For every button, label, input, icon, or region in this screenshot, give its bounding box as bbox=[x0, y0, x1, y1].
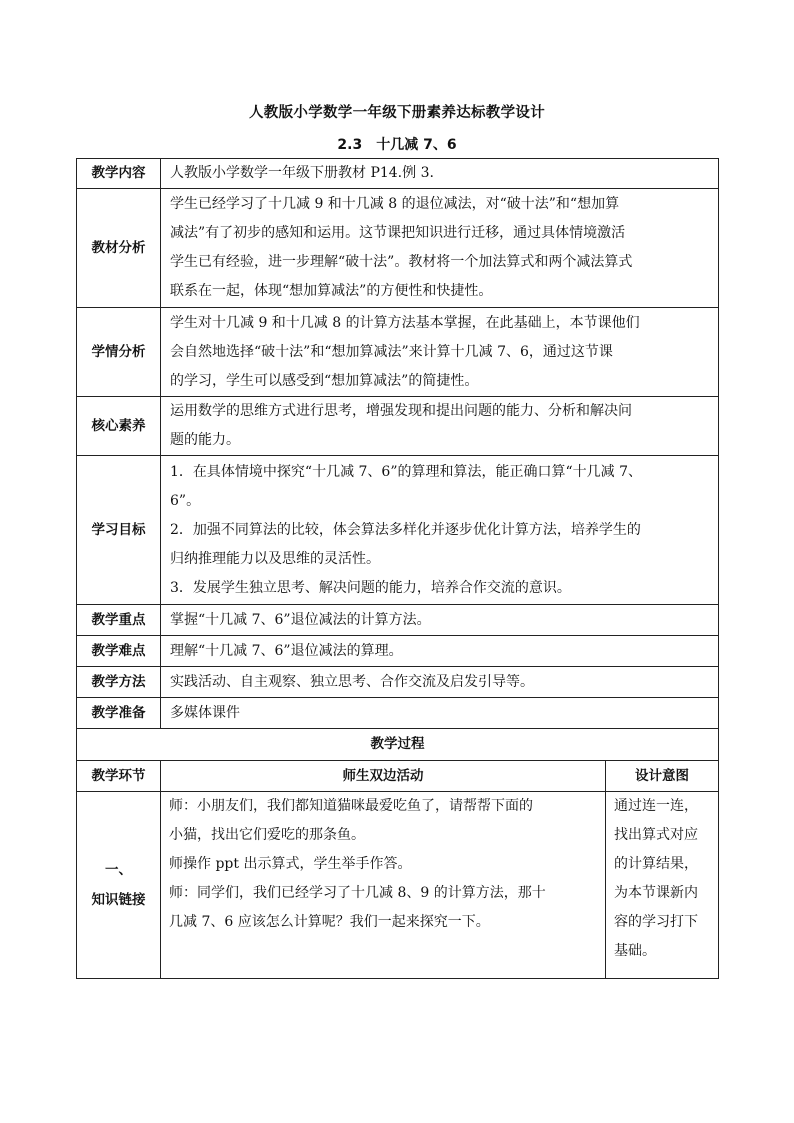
row-process-columns bbox=[77, 761, 719, 792]
text-line: 师：小朋友们，我们都知道猫咪最爱吃鱼了，请帮帮下面的 bbox=[169, 798, 533, 814]
row-key-point bbox=[77, 605, 719, 636]
text-line: 容的学习打下 bbox=[614, 914, 698, 930]
text-line: 1．在具体情境中探究“十几减 7、6”的算理和算法，能正确口算“十几减 7、 bbox=[170, 463, 642, 480]
text-line: 2．加强不同算法的比较，体会算法多样化并逐步优化计算方法，培养学生的 bbox=[170, 521, 641, 538]
document-title: 人教版小学数学一年级下册素养达标教学设计 bbox=[249, 105, 545, 121]
label-core-literacy: 核心素养 bbox=[77, 397, 161, 456]
column-header-intent: 设计意图 bbox=[606, 761, 719, 792]
column-header-activity: 师生双边活动 bbox=[161, 761, 606, 792]
text-line: 的计算结果， bbox=[614, 856, 698, 872]
row-learning-goals bbox=[77, 456, 719, 605]
text-line: 师：同学们，我们已经学习了十几减 8、9 的计算方法，那十 bbox=[169, 885, 546, 901]
row-preparation bbox=[77, 698, 719, 729]
lesson-plan-table bbox=[76, 158, 719, 979]
step-intent bbox=[606, 792, 719, 979]
row-student-analysis bbox=[77, 308, 719, 397]
text-line: 的学习，学生可以感受到“想加算减法”的简捷性。 bbox=[170, 372, 479, 389]
row-core-literacy bbox=[77, 397, 719, 456]
value-key-point: 掌握“十几减 7、6”退位减法的计算方法。 bbox=[161, 605, 719, 636]
label-material-analysis: 教材分析 bbox=[77, 189, 161, 308]
text-line: 找出算式对应 bbox=[614, 827, 698, 843]
text-line: 通过连一连， bbox=[614, 798, 698, 814]
text-line: 为本节课新内 bbox=[614, 885, 698, 901]
process-heading: 教学过程 bbox=[77, 729, 719, 761]
lesson-title: 2.3 十几减 7、6 bbox=[337, 137, 457, 153]
step-label-cell bbox=[77, 792, 161, 979]
label-teaching-content: 教学内容 bbox=[77, 159, 161, 189]
text-line: 减法”有了初步的感知和运用。这节课把知识进行迁移，通过具体情境激活 bbox=[170, 225, 626, 241]
value-student-analysis bbox=[161, 308, 719, 397]
text-line: 运用数学的思维方式进行思考，增强发现和提出问题的能力、分析和解决问 bbox=[170, 403, 632, 419]
value-preparation: 多媒体课件 bbox=[161, 698, 719, 729]
value-difficulty: 理解“十几减 7、6”退位减法的算理。 bbox=[161, 636, 719, 667]
text-line: 小猫，找出它们爱吃的那条鱼。 bbox=[169, 827, 365, 843]
text-line: 会自然地选择“破十法”和“想加算减法”来计算十几减 7、6，通过这节课 bbox=[170, 343, 613, 360]
row-teaching-content bbox=[77, 159, 719, 189]
label-difficulty: 教学难点 bbox=[77, 636, 161, 667]
text-line: 联系在一起，体现“想加算减法”的方便性和快捷性。 bbox=[170, 283, 493, 299]
row-method bbox=[77, 667, 719, 698]
text-line: 学生已有经验，进一步理解“破十法”。教材将一个加法算式和两个减法算式 bbox=[170, 254, 633, 270]
row-difficulty bbox=[77, 636, 719, 667]
label-student-analysis: 学情分析 bbox=[77, 308, 161, 397]
label-preparation: 教学准备 bbox=[77, 698, 161, 729]
text-line: 基础。 bbox=[614, 943, 656, 959]
value-core-literacy bbox=[161, 397, 719, 456]
label-learning-goals: 学习目标 bbox=[77, 456, 161, 605]
value-material-analysis bbox=[161, 189, 719, 308]
text-line: 学生已经学习了十几减 9 和十几减 8 的退位减法，对“破十法”和“想加算 bbox=[170, 196, 620, 212]
value-learning-goals bbox=[161, 456, 719, 605]
step-name: 知识链接 bbox=[91, 892, 146, 908]
label-key-point: 教学重点 bbox=[77, 605, 161, 636]
column-header-stage: 教学环节 bbox=[77, 761, 161, 792]
row-material-analysis bbox=[77, 189, 719, 308]
text-line: 6”。 bbox=[170, 492, 201, 509]
text-line: 3．发展学生独立思考、解决问题的能力，培养合作交流的意识。 bbox=[170, 579, 571, 596]
text-line: 几减 7、6 应该怎么计算呢？我们一起来探究一下。 bbox=[169, 914, 490, 930]
value-method: 实践活动、自主观察、独立思考、合作交流及启发引导等。 bbox=[161, 667, 719, 698]
value-teaching-content: 人教版小学数学一年级下册教材 P14.例 3. bbox=[161, 159, 719, 189]
label-method: 教学方法 bbox=[77, 667, 161, 698]
text-line: 学生对十几减 9 和十几减 8 的计算方法基本掌握，在此基础上，本节课他们 bbox=[170, 314, 640, 331]
row-process-heading bbox=[77, 729, 719, 761]
text-line: 归纳推理能力以及思维的灵活性。 bbox=[170, 550, 380, 567]
step-number: 一、 bbox=[105, 862, 132, 878]
row-step-knowledge-link bbox=[77, 792, 719, 979]
step-activity bbox=[161, 792, 606, 979]
text-line: 师操作 ppt 出示算式，学生举手作答。 bbox=[169, 856, 412, 872]
text-line: 题的能力。 bbox=[170, 432, 240, 448]
